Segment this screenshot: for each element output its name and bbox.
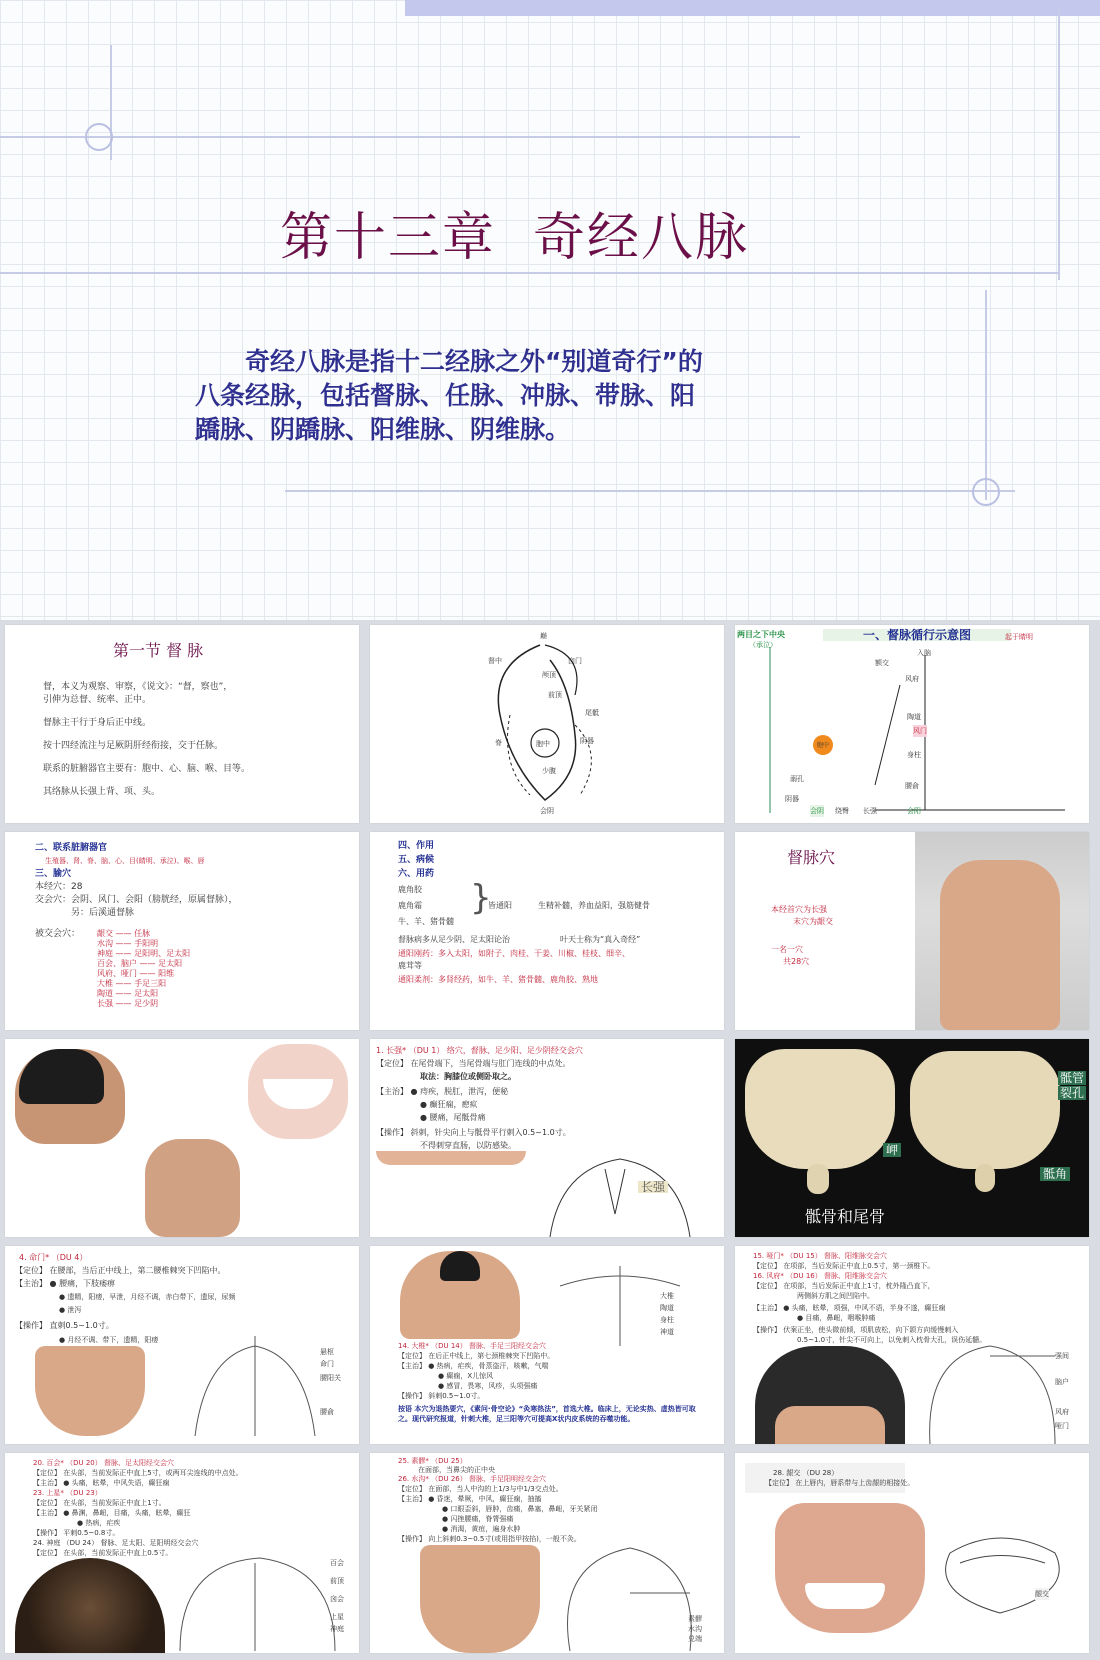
brace-icon: }: [470, 878, 492, 918]
point-label: 龈交: [1035, 1590, 1049, 1598]
diagram-label: 巅: [540, 632, 547, 640]
head-side-sketch: [5, 1453, 359, 1653]
text-line: 不得刺穿直肠，以防感染。: [420, 1141, 516, 1150]
text-line: 【主治】 ● 痔疾，脱肛，泄泻，便秘: [376, 1087, 509, 1096]
text-line: 末穴为龈交: [793, 917, 833, 926]
text-line: 其络脉从长强上背、项、头。: [43, 787, 161, 797]
point-label: 百会: [330, 1559, 344, 1567]
text-line: 引伸为总督、统率、正中。: [43, 695, 152, 705]
text-line: 共28穴: [783, 957, 810, 966]
slide-thumbnail-dumai-intro[interactable]: [5, 625, 359, 823]
point-label: 命门: [320, 1360, 334, 1368]
text-line: ● 热病，疟疾: [77, 1519, 121, 1527]
section-heading: 四、作用: [398, 841, 435, 851]
label: 骶角: [1040, 1167, 1070, 1181]
point-label: 水沟: [688, 1625, 702, 1633]
text-line: ● 癫狂痫，瘛疭: [420, 1100, 478, 1109]
point-label: 大椎: [660, 1292, 674, 1300]
text-line: 【定位】 在腰部，当后正中线上，第二腰椎棘突下凹陷中。: [15, 1266, 226, 1275]
text-line: 【操作】 伏案正坐，使头微前倾，项肌放松，向下颌方向缓慢刺入: [753, 1326, 959, 1334]
slide-thumbnail-mingmen[interactable]: [5, 1246, 359, 1444]
text-line: 风府、哑门 —— 阳维: [97, 969, 175, 978]
section-heading: 五、病候: [398, 855, 435, 865]
point-label: 悬枢: [320, 1348, 334, 1356]
text-line: 25. 素髎* （DU 25）: [398, 1457, 467, 1465]
point-label: 风府: [1055, 1408, 1069, 1416]
paragraph-line: 八条经脉，包括督脉、任脉、冲脉、带脉、阳: [195, 381, 696, 410]
label: 岬: [883, 1143, 901, 1157]
face-front-photo: [145, 1139, 240, 1237]
text-line: 二、联系脏腑器官: [35, 843, 108, 853]
text-line: 【操作】 斜刺，针尖向上与骶骨平行刺入0.5~1.0寸。: [376, 1128, 571, 1137]
slide-thumbnail-shuigou[interactable]: [370, 1453, 724, 1653]
slide-thumbnail-pathway-chart[interactable]: [735, 625, 1089, 823]
text-line: 两侧斜方肌之间凹陷中。: [797, 1292, 874, 1300]
text-line: 在面部，当鼻尖的正中央: [418, 1466, 495, 1474]
text-line: 14. 大椎* （DU 14） 督脉、手足三阳经交会穴: [398, 1342, 546, 1350]
text-line: 20. 百会* （DU 20） 督脉、足太阳经交会穴: [33, 1459, 174, 1467]
text-line: 神庭 —— 足阳明、足太阳: [97, 949, 191, 958]
slide-thumbnail-sacrum[interactable]: [735, 1039, 1089, 1237]
text-line: ● 闪挫腰痛，脊膂强痛: [442, 1515, 514, 1523]
chart-label: 长强: [863, 807, 877, 815]
slide-title: 第一节 督 脉: [113, 641, 204, 660]
text-line: 本经首穴为长强: [771, 905, 827, 914]
header-right: 起于睛明: [1005, 633, 1033, 641]
point-label: 神道: [660, 1328, 674, 1336]
text-line: 通阳刚药：多入太阳，如附子、肉桂、干姜、川椒、桂枝、细辛、: [398, 949, 630, 958]
text-line: ● 腰痛，尾骶骨痛: [420, 1113, 486, 1122]
text-line: 大椎 —— 手足三阳: [97, 979, 167, 988]
diagram-label: 尾骶: [585, 709, 599, 717]
point-label: 神庭: [330, 1625, 344, 1633]
text-line: 按十四经流注与足厥阴肝经衔接，交于任脉。: [43, 741, 224, 751]
diagram-label: 脊: [495, 739, 502, 747]
text-line: 督，本义为观察、审察，《说文》：“督，察也”，: [43, 682, 233, 692]
slide-thumbnail-changqiang[interactable]: [370, 1039, 724, 1237]
decor-line: [985, 290, 987, 500]
coccyx-front: [807, 1164, 829, 1194]
text-line: 督脉主干行于身后正中线。: [43, 718, 152, 728]
decor-line: [0, 136, 800, 138]
herb-item: 鹿角霜: [398, 901, 422, 910]
slide-thumbnail-dumai-points[interactable]: [735, 832, 1089, 1030]
point-label: 前顶: [330, 1577, 344, 1585]
point-label: 陶道: [660, 1304, 674, 1312]
chart-label: 阴器: [785, 795, 799, 803]
point-label: 哑门: [1055, 1422, 1069, 1430]
text-line: 本经穴：28: [35, 882, 83, 892]
diagram-label: 少腹: [542, 767, 556, 775]
slide-thumbnail-baihui[interactable]: [5, 1453, 359, 1653]
diagram-label: 胞中: [536, 740, 550, 748]
text-line: 交会穴：会阴、风门、会阳（膀胱经，原属督脉），: [35, 895, 238, 905]
text-line: 【主治】 ● 热病，疟疾，骨蒸盗汗，咳嗽，气喘: [398, 1362, 549, 1370]
slide-thumbnail-pathway-sketch[interactable]: [370, 625, 724, 823]
herb-effects: 生精补髓，养血益阳，强筋健骨: [538, 901, 650, 910]
intro-paragraph: [195, 345, 935, 447]
sacrum-back: [910, 1051, 1060, 1169]
chart-label: 额交: [875, 659, 889, 667]
point-label: 上星: [330, 1613, 344, 1621]
text-line: 0.5~1.0寸，针尖不可向上，以免刺入枕骨大孔，误伤延髓。: [797, 1336, 987, 1344]
pelvis-sketch: [5, 1246, 359, 1444]
text-line: 生殖器、肾、脊、脑、心、目(睛明、承泣)、喉、唇: [45, 857, 205, 865]
text-line: ● 癫痫，X儿惊风: [438, 1372, 494, 1380]
text-line: 鹿茸等: [398, 961, 422, 970]
text-line: ● 遗精，阳痿，早泄，月经不调，赤白带下，遗尿，尿频: [59, 1293, 236, 1301]
herb-item: 鹿角胶: [398, 885, 422, 894]
text-line: 4. 命门* （DU 4）: [19, 1253, 88, 1262]
herb-item: 牛、羊、猪骨髓: [398, 917, 454, 926]
text-line: ● 感冒，畏寒，风疹，头项强痛: [438, 1382, 538, 1390]
mouth-sketch: [735, 1453, 1089, 1653]
text-line: 另：后溪通督脉: [71, 908, 135, 918]
decor-line: [1058, 10, 1060, 280]
text-line: 15. 哑门* （DU 15） 督脉、阳维脉交会穴: [753, 1252, 887, 1260]
decor-line: [0, 272, 1060, 274]
caption: 骶骨和尾骨: [805, 1207, 886, 1226]
text-line: 通阳柔剂：多肾经药，如牛、羊、猪骨髓、鹿角胶、熟地: [398, 975, 598, 984]
point-label: 腰阳关: [320, 1374, 341, 1382]
text-line: 叶天士称为“真入奇经”: [560, 935, 641, 944]
text-line: 28. 龈交 （DU 28）: [773, 1469, 839, 1477]
diagram-label: 督中: [488, 657, 502, 665]
diagram-label: 前顶: [548, 691, 562, 699]
text-line: 督脉病多从足少阴、足太阳论治: [398, 935, 510, 944]
text-line: 【主治】 ● 腰痛，下肢痿痹: [15, 1279, 116, 1288]
decor-circle: [85, 123, 113, 151]
text-line: 【操作】 平刺0.5~0.8寸。: [33, 1529, 120, 1537]
pathway-diagram: [370, 625, 724, 823]
chart-label: 腰俞: [905, 782, 919, 790]
text-line: 取法：胸膝位或侧卧取之。: [420, 1072, 516, 1081]
point-label: 囟会: [330, 1595, 344, 1603]
slide-thumbnail-head-photos[interactable]: [5, 1039, 359, 1237]
text-line: 【定位】 在项部，当后发际正中直上0.5寸，第一颈椎下。: [753, 1262, 935, 1270]
text-line: ● 口眼歪斜，唇肿，齿痛，鼻塞，鼻衄，牙关紧闭: [442, 1505, 598, 1513]
text-line: 【操作】 斜刺0.5~1.0寸。: [398, 1392, 485, 1400]
chart-label: 会阳: [907, 807, 921, 815]
text-line: 陶道 —— 足太阳: [97, 989, 159, 998]
brace-label: 皆通阳: [488, 901, 512, 910]
text-line: 【主治】 ● 头痛，眩晕，项强，中风不语，半身不遂，癫狂痫: [753, 1304, 946, 1312]
point-label: 强间: [1055, 1352, 1069, 1360]
slide-thumbnail-function-herbs[interactable]: [370, 832, 724, 1030]
text-line: 【定位】 在项部，当后发际正中直上1寸，枕外隆凸直下，: [753, 1282, 935, 1290]
text-line: ● 消渴，黄疸，遍身水肿: [442, 1525, 521, 1533]
text-line: 【操作】 直刺0.5~1.0寸。: [15, 1321, 114, 1330]
point-label: 脑户: [1055, 1378, 1069, 1386]
chart-title: 一、督脉循行示意图: [823, 629, 1011, 641]
text-line: 【操作】 向上斜刺0.3~0.5寸(或用指甲按掐)，一般不灸。: [398, 1535, 581, 1543]
point-label: 长强: [638, 1181, 668, 1193]
chart-label: 胞中: [817, 742, 830, 749]
text-line: 【定位】 在头部，当前发际正中直上1寸。: [33, 1499, 166, 1507]
slide-thumbnail-yamen-fengfu[interactable]: [735, 1246, 1089, 1444]
text-line: 被交会穴：: [35, 929, 81, 939]
text-line: ● 泄泻: [59, 1306, 82, 1314]
text-line: 16. 风府* （DU 16） 督脉、阳维脉交会穴: [753, 1272, 887, 1280]
text-line: ● 月经不调、带下，遗精，阳痿: [59, 1336, 159, 1344]
diagram-label: 阴器: [580, 737, 594, 745]
text-line: 1. 长强* （DU 1） 络穴，督脉、足少阳、足少阴经交会穴: [376, 1046, 583, 1055]
point-label: 兑端: [688, 1635, 702, 1643]
chart-label: 陶道: [907, 713, 921, 721]
point-label: 素髎: [688, 1615, 702, 1623]
point-label: 身柱: [660, 1316, 674, 1324]
paragraph-line: 蹻脉、阴蹻脉、阳维脉、阴维脉。: [195, 415, 571, 444]
skull-face-sketch: [370, 1453, 724, 1653]
text-line: 【定位】 在后正中线上，第七颈椎棘突下凹陷中。: [398, 1352, 555, 1360]
header-left: 两目之下中央: [737, 630, 785, 639]
chart-label: 绕臀: [835, 807, 849, 815]
chart-label: 风府: [905, 675, 919, 683]
chart-label: 入脑: [917, 649, 931, 657]
diagram-label: 会阴: [540, 807, 554, 815]
slide-title: 督脉穴: [787, 848, 836, 867]
text-line: 【主治】 ● 头痛，眩晕，中风失语，癫狂痫: [33, 1479, 170, 1487]
text-line: 23. 上星* （DU 23）: [33, 1489, 102, 1497]
paragraph-line: 奇经八脉是指十二经脉之外“别道奇行”的: [195, 347, 703, 376]
back-photo: [940, 860, 1060, 1030]
chart-label: 风门: [913, 727, 927, 735]
top-accent-band: [405, 0, 1100, 16]
diagram-label: 颅顶: [542, 671, 556, 679]
text-line: 联系的脏腑器官主要有：胞中、心、脑、喉、目等。: [43, 764, 251, 774]
slide-thumbnail-dazhui[interactable]: [370, 1246, 724, 1444]
note-paragraph: 按语 本穴为退热要穴，《素问·骨空论》“灸寒热法”，首选大椎。临床上，无论实热、虚热皆可取之。现代研究报道，针刺大椎，足三阳等穴可提高X状内皮系统的吞噬功能。: [398, 1405, 696, 1423]
text-line: 长强 —— 足少阴: [97, 999, 159, 1008]
slide-thumbnail-organs-points[interactable]: [5, 832, 359, 1030]
text-line: 三、腧穴: [35, 869, 72, 879]
chart-label: 身柱: [907, 751, 921, 759]
slide-thumbnail-yinjiao[interactable]: [735, 1453, 1089, 1653]
text-line: 龈交 —— 任脉: [97, 929, 151, 938]
text-line: 百会、脑户 —— 足太阳: [97, 959, 183, 968]
text-line: ● 目痛，鼻衄，咽喉肿痛: [797, 1314, 876, 1322]
text-line: 【主治】 ● 昏迷，晕厥，中风，癫狂痫，抽搐: [398, 1495, 542, 1503]
chart-label: 溺孔: [790, 775, 804, 783]
decor-line: [285, 490, 1015, 492]
skull-sketch: [735, 1246, 1089, 1444]
section-heading: 六、用药: [398, 869, 435, 879]
coccyx-back: [975, 1164, 995, 1192]
sacrum-sketch: [370, 1039, 724, 1237]
chart-label: 会阴: [810, 807, 824, 815]
chapter-title: 第十三章 奇经八脉: [280, 208, 750, 268]
text-line: 【定位】 在头部，当前发际正中直上5寸，或两耳尖连线的中点处。: [33, 1469, 243, 1477]
text-line: 24. 神庭 （DU 24） 督脉、足太阳、足阳明经交会穴: [33, 1539, 199, 1547]
header-sub: （承泣）: [749, 641, 777, 649]
text-line: 26. 水沟* （DU 26） 督脉、手足阳明经交会穴: [398, 1475, 546, 1483]
text-line: 水沟 —— 手阳明: [97, 939, 159, 948]
text-line: 【定位】 在尾骨端下，当尾骨端与肛门连线的中点处。: [376, 1059, 571, 1068]
label: 裂孔: [1060, 1086, 1085, 1100]
main-slide: [0, 0, 1100, 620]
text-line: 【定位】 在上唇内，唇系带与上齿龈的相接处。: [765, 1479, 915, 1487]
decor-circle: [972, 478, 1000, 506]
point-label: 腰俞: [320, 1408, 334, 1416]
diagram-label: 囟门: [568, 657, 582, 665]
label: 骶管: [1060, 1071, 1085, 1085]
text-line: 【主治】 ● 鼻渊，鼻衄，目痛，头痛，眩晕，癫狂: [33, 1509, 191, 1517]
text-line: 【定位】 在面部，当人中沟的上1/3与中1/3交点处。: [398, 1485, 563, 1493]
text-line: 【定位】 在头部，当前发际正中直上0.5寸。: [33, 1549, 173, 1557]
text-line: 一名一穴: [771, 945, 803, 954]
sacrum-front: [745, 1049, 895, 1169]
